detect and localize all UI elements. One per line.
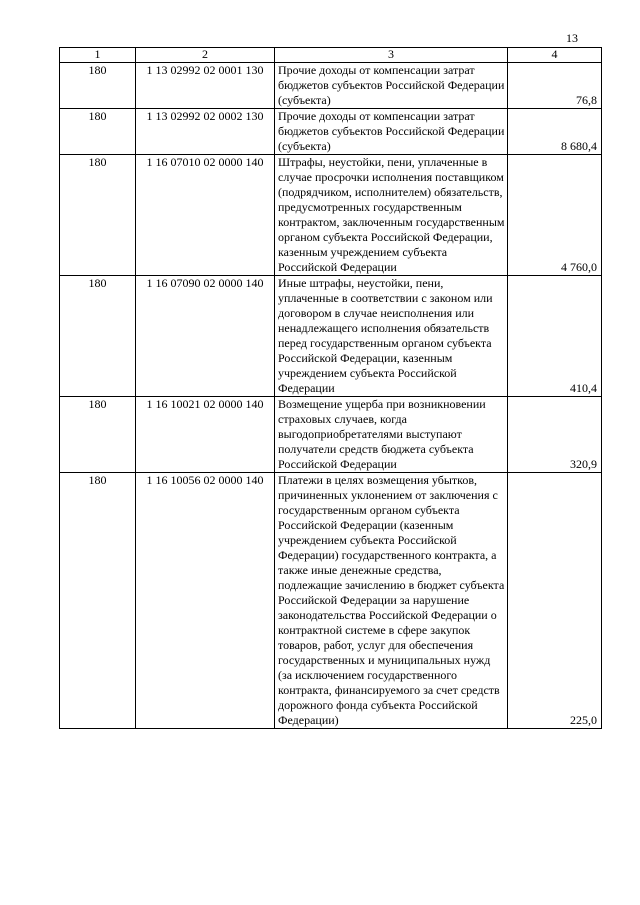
page-number: 13 [566, 31, 578, 45]
amount-cell: 76,8 [508, 63, 602, 109]
column-header-3: 3 [275, 48, 508, 63]
table-row [60, 155, 602, 276]
amount-cell: 410,4 [508, 276, 602, 397]
table-row [60, 109, 602, 155]
table-row [60, 397, 602, 473]
classification-code-cell: 1 13 02992 02 0001 130 [136, 63, 275, 109]
revenue-name-cell: Платежи в целях возмещения убытков, причиненных уклонением от заключения с государственным органом субъекта Российской Федерации (казенным учреждением субъекта Российской Федерации) государственного контракта, а также иные денежные средства, подлежащие зачислению в бюджет субъекта Российской Федерации за нарушение законодательства Российской Федерации о контрактной системе в сфере закупок товаров, работ, услуг для обеспечения государственных и муниципальных нужд (за исключением государственного контракта, финансируемого за счет средств дорожного фонда субъекта Российской Федерации) [275, 473, 508, 729]
revenue-name-cell: Возмещение ущерба при возникновении страховых случаев, когда выгодоприобретателями выступают получатели средств бюджета субъекта Российской Федерации [275, 397, 508, 473]
classification-code-cell: 1 16 07090 02 0000 140 [136, 276, 275, 397]
revenue-name-cell: Прочие доходы от компенсации затрат бюджетов субъектов Российской Федерации (субъекта) [275, 63, 508, 109]
table-row [60, 473, 602, 729]
amount-cell: 4 760,0 [508, 155, 602, 276]
group-code-cell: 180 [60, 109, 136, 155]
amount-cell: 320,9 [508, 397, 602, 473]
group-code-cell: 180 [60, 397, 136, 473]
amount-cell: 225,0 [508, 473, 602, 729]
group-code-cell: 180 [60, 473, 136, 729]
table-row [60, 276, 602, 397]
classification-code-cell: 1 16 07010 02 0000 140 [136, 155, 275, 276]
column-header-1: 1 [60, 48, 136, 63]
group-code-cell: 180 [60, 63, 136, 109]
classification-code-cell: 1 16 10021 02 0000 140 [136, 397, 275, 473]
classification-code-cell: 1 13 02992 02 0002 130 [136, 109, 275, 155]
revenue-name-cell: Штрафы, неустойки, пени, уплаченные в случае просрочки исполнения поставщиком (подрядчиком, исполнителем) обязательств, предусмотренных государственным контрактом, заключенным государственным органом субъекта Российской Федерации, казенным учреждением субъекта Российской Федерации [275, 155, 508, 276]
classification-code-cell: 1 16 10056 02 0000 140 [136, 473, 275, 729]
table-header-row [60, 48, 602, 63]
group-code-cell: 180 [60, 276, 136, 397]
revenue-name-cell: Прочие доходы от компенсации затрат бюджетов субъектов Российской Федерации (субъекта) [275, 109, 508, 155]
revenue-table [59, 47, 602, 729]
revenue-name-cell: Иные штрафы, неустойки, пени, уплаченные в соответствии с законом или договором в случае неисполнения или ненадлежащего исполнения обязательств перед государственным органом субъекта Российской Федерации, казенным учреждением субъекта Российской Федерации [275, 276, 508, 397]
table-row [60, 63, 602, 109]
amount-cell: 8 680,4 [508, 109, 602, 155]
column-header-2: 2 [136, 48, 275, 63]
column-header-4: 4 [508, 48, 602, 63]
group-code-cell: 180 [60, 155, 136, 276]
